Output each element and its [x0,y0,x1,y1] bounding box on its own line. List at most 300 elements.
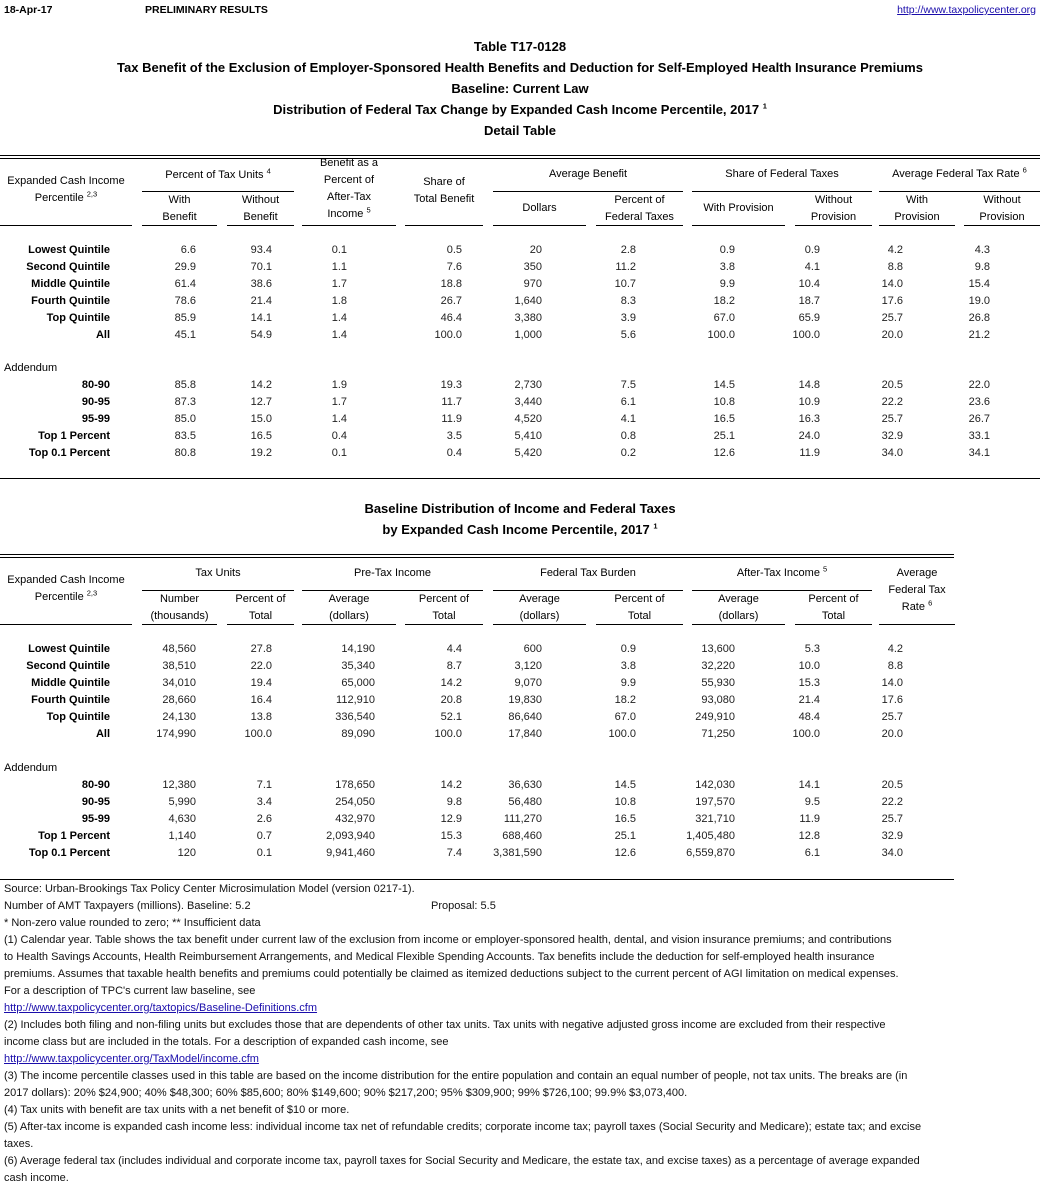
addendum-row-cell: 0.8 [620,430,636,442]
addendum-row-cell: 32.9 [881,830,903,842]
col-header-aftertax-income: After-Tax Income $^5$ [736,564,828,579]
col-header-burden-pct-total: Percent of Total [614,593,665,622]
table-row-cell: 35,340 [341,660,375,672]
table-row-cell: 21.4 [250,295,272,307]
addendum-row-cell: 5,990 [168,796,196,808]
table-row-cell: 54.9 [250,329,272,341]
row-label: Top Quintile [46,312,110,324]
footnotes [4,881,1034,1187]
col-header-pct-federal-taxes: Percent of Federal Taxes [605,194,674,223]
footnote-1-cont: For a description of TPC's current law baseline, see [4,985,256,997]
addendum-row-cell: 254,050 [335,796,375,808]
table-row-cell: 14.2 [440,677,462,689]
header-rule [142,624,217,625]
table-row-cell: 26.8 [968,312,990,324]
table-id: Table T17-0128 [473,39,567,54]
footnote-1-cont: premiums. Assumes that taxable health benefits and premiums could potentially be claimed as itemized deductions subject to the current percent of AGI limitation on medical expenses. [4,968,899,980]
footnote-1-cont: to Health Savings Accounts, Health Reimbursement Arrangements, and Medical Flexible Spending Accounts. Tax benefits include the deduction for self-employed health insurance [4,951,875,963]
row-label: Top 0.1 Percent [28,447,110,459]
addendum-row-cell: 12.6 [713,447,735,459]
col-header-pretax-income: Pre-Tax Income [353,567,432,579]
legend-note: * Non-zero value rounded to zero; ** Insufficient data [4,917,261,929]
addendum-row-cell: 14.1 [798,779,820,791]
col-header-rate-with-provision: With Provision [894,194,940,223]
addendum-row-cell: 15.3 [440,830,462,842]
table-row-cell: 13.8 [250,711,272,723]
addendum-row-cell: 321,710 [695,813,735,825]
table-row-cell: 100.0 [608,728,636,740]
row-label: Top 0.1 Percent [28,847,110,859]
col-header-burden-average: Average (dollars) [519,593,560,622]
header-rule [596,225,683,226]
status-label: PRELIMINARY RESULTS [145,4,268,16]
table-row-cell: 45.1 [174,329,196,341]
header-rule [692,624,785,625]
table-row-cell: 70.1 [250,261,272,273]
table-top-border [0,554,954,558]
table-row-cell: 29.9 [174,261,196,273]
footnote-1: (1) Calendar year. Table shows the tax benefit under current law of the exclusion from income or employer-sponsored health, dental, and vision insurance premiums; and contributions [4,934,892,946]
row-label: 80-90 [81,779,110,791]
addendum-row-cell: 85.0 [174,413,196,425]
table-row-cell: 0.9 [719,244,735,256]
table-row-cell: 46.4 [440,312,462,324]
addendum-row-cell: 3.4 [256,796,272,808]
addendum-row-cell: 26.7 [968,413,990,425]
table-row-cell: 19.4 [250,677,272,689]
addendum-row-cell: 6,559,870 [686,847,735,859]
table-row-cell: 18.7 [798,295,820,307]
table-row-cell: 0.5 [446,244,462,256]
header-rule [227,624,294,625]
footnote-6: (6) Average federal tax (includes individual and corporate income tax, payroll taxes for Social Security and Medicare, the estate tax, and excise taxes) as a percentage of average expanded [4,1155,920,1167]
addendum-row-cell: 4,630 [168,813,196,825]
baseline-title: Baseline: Current Law [451,81,589,96]
table-row-cell: 19.0 [968,295,990,307]
addendum-row-cell: 32.9 [881,430,903,442]
addendum-row-cell: 9.5 [804,796,820,808]
source-note: Source: Urban-Brookings Tax Policy Center Microsimulation Model (version 0217-1). [4,883,415,895]
col-header-percentile: Expanded Cash Income Percentile $^{2,3}$ [7,574,125,603]
addendum-label: Addendum [4,362,58,374]
header-rule [493,225,586,226]
header-rule [692,225,785,226]
table-row-cell: 78.6 [174,295,196,307]
header-rule [0,624,132,625]
col-header-pretax-pct-total: Percent of Total [418,593,470,622]
footnote-4: (4) Tax units with benefit are tax units with a net benefit of $10 or more. [4,1104,350,1116]
row-label: 80-90 [81,379,110,391]
table-row-cell: 20.8 [440,694,462,706]
addendum-row-cell: 688,460 [502,830,542,842]
addendum-row-cell: 6.1 [804,847,820,859]
table-row-cell: 1,000 [514,329,542,341]
table-row-cell: 1.1 [331,261,347,273]
table-row-cell: 350 [523,261,542,273]
table-row-cell: 112,910 [336,694,375,706]
addendum-row-cell: 3,440 [514,396,542,408]
baseline-title-line1: Baseline Distribution of Income and Federal Taxes [364,501,676,516]
table-row-cell: 86,640 [508,711,542,723]
table-row-cell: 2.8 [620,244,636,256]
addendum-row-cell: 111,270 [503,813,542,825]
addendum-row-cell: 25.1 [614,830,636,842]
header-rule [0,225,132,226]
row-label: Fourth Quintile [31,295,110,307]
table-row-cell: 10.7 [614,278,636,290]
addendum-row-cell: 85.8 [174,379,196,391]
addendum-row-cell: 25.7 [881,813,903,825]
detail-title: Detail Table [483,123,556,138]
table-row-cell: 5.6 [620,329,636,341]
table-row-cell: 18.2 [614,694,636,706]
addendum-row-cell: 0.4 [446,447,462,459]
col-header-avg-tax-rate: Average Federal Tax Rate $^6$ [892,165,1027,180]
table-row-cell: 3.8 [719,261,735,273]
table-row-cell: 174,990 [156,728,196,740]
addendum-row-cell: 120 [177,847,196,859]
table-row-cell: 15.4 [968,278,990,290]
table-row-cell: 38.6 [250,278,272,290]
footnote-5-cont: taxes. [4,1138,34,1150]
addendum-row-cell: 3.5 [446,430,462,442]
header-rule [405,225,483,226]
footnote-ref: 1 [762,101,767,111]
col-header-number: Number (thousands) [150,593,209,622]
table-row-cell: 336,540 [335,711,375,723]
table-row-cell: 93.4 [250,244,272,256]
table-row-cell: 17.6 [881,694,903,706]
addendum-row-cell: 14.5 [713,379,735,391]
header-rule [142,225,217,226]
table-row-cell: 14.0 [881,278,903,290]
addendum-row-cell: 34.0 [881,447,903,459]
addendum-row-cell: 20.5 [881,379,903,391]
addendum-row-cell: 197,570 [695,796,735,808]
distribution-title-text: Distribution of Federal Tax Change by Expanded Cash Income Percentile, 2017 [273,102,760,117]
addendum-row-cell: 2,093,940 [326,830,375,842]
header-text: Expanded Cash Income [7,175,125,187]
page-title-block [0,36,1040,141]
table-row-cell: 4.1 [804,261,820,273]
col-header-with-provision: With Provision [703,202,774,214]
table-row-cell: 38,510 [162,660,196,672]
addendum-row-cell: 7.5 [620,379,636,391]
row-label: Fourth Quintile [31,694,110,706]
table-row-cell: 600 [523,643,542,655]
footnote-2: (2) Includes both filing and non-filing units but excludes those that are dependents of other tax units. Tax units with negative adjusted gross income are excluded from their respective [4,1019,886,1031]
addendum-row-cell: 15.0 [250,413,272,425]
col-header-avg-fed-tax-rate: Average Federal Tax Rate $^6$ [888,567,946,613]
col-header-aftertax-average: Average (dollars) [718,593,759,622]
row-label: 90-95 [81,396,110,408]
table-row-cell: 100.0 [792,728,820,740]
table-row-cell: 21.2 [968,329,990,341]
amt-note: Number of AMT Taxpayers (millions). Baseline: 5.2 Proposal: 5.5 [4,900,496,912]
addendum-row-cell: 0.1 [256,847,272,859]
addendum-row-cell: 10.8 [713,396,735,408]
addendum-row-cell: 19.3 [440,379,462,391]
addendum-row-cell: 12.8 [798,830,820,842]
table-row-cell: 18.2 [713,295,735,307]
table-row-cell: 100.0 [434,728,462,740]
col-header-dollars: Dollars [522,202,557,214]
addendum-row-cell: 7.4 [446,847,462,859]
table-row-cell: 3.8 [620,660,636,672]
table-row-cell: 85.9 [174,312,196,324]
table-row-cell: 8.7 [446,660,462,672]
addendum-row-cell: 12,380 [162,779,196,791]
row-label: Middle Quintile [31,677,110,689]
table-row-cell: 48,560 [162,643,196,655]
addendum-row-cell: 80.8 [174,447,196,459]
header-rule [493,624,586,625]
table-row-cell: 26.7 [440,295,462,307]
table-row-cell: 67.0 [713,312,735,324]
addendum-row-cell: 11.9 [799,447,820,459]
addendum-row-cell: 14.2 [440,779,462,791]
addendum-row-cell: 5,410 [514,430,542,442]
table-row-cell: 8.8 [887,261,903,273]
addendum-row-cell: 16.5 [614,813,636,825]
table-row-cell: 25.7 [881,711,903,723]
addendum-row-cell: 6.1 [620,396,636,408]
header-rule [795,624,872,625]
row-label: Middle Quintile [31,278,110,290]
table-row-cell: 89,090 [341,728,375,740]
table-row-cell: 9.8 [974,261,990,273]
top-bar [0,4,1040,18]
addendum-row-cell: 0.1 [331,447,347,459]
table-row-cell: 100.0 [707,329,735,341]
row-label: 90-95 [81,796,110,808]
income-definition-link[interactable]: http://www.taxpolicycenter.org/TaxModel/income.cfm [4,1053,259,1065]
baseline-table-title [0,498,1040,540]
table-top-border [0,155,1040,159]
table-bottom-border [0,879,954,880]
col-header-aftertax-pct-total: Percent of Total [808,593,859,622]
table-row-cell: 970 [523,278,542,290]
table-row-cell: 19,830 [508,694,542,706]
footnote-5: (5) After-tax income is expanded cash income less: individual income tax net of refundable credits; corporate income tax; payroll taxes (Social Security and Medicare); estate tax; and excise [4,1121,922,1133]
addendum-row-cell: 5,420 [514,447,542,459]
table-row-cell: 10.4 [798,278,820,290]
addendum-row-cell: 11.9 [441,413,462,425]
baseline-definitions-link[interactable]: http://www.taxpolicycenter.org/taxtopics/Baseline-Definitions.cfm [4,1002,318,1014]
addendum-row-cell: 4,520 [514,413,542,425]
addendum-row-cell: 34.0 [881,847,903,859]
table-row-cell: 25.7 [881,312,903,324]
table-row-cell: 52.1 [440,711,462,723]
addendum-row-cell: 11.9 [799,813,820,825]
footnote-6-cont: cash income. [4,1172,69,1184]
table-row-cell: 14.0 [881,677,903,689]
addendum-row-cell: 12.6 [614,847,636,859]
row-label: 95-99 [81,813,110,825]
row-label: Lowest Quintile [28,643,110,655]
addendum-row-cell: 0.7 [256,830,272,842]
table-row-cell: 16.4 [250,694,272,706]
col-header-with-benefit: With Benefit [162,194,197,223]
col-header-benefit-pct-aftertax: Benefit as a Percent of After-Tax Income $^5$ [319,157,379,220]
addendum-row-cell: 1.9 [331,379,347,391]
table-row-cell: 93,080 [701,694,735,706]
addendum-row-cell: 432,970 [335,813,375,825]
col-header-without-benefit: Without Benefit [241,194,280,223]
col-header-share-total-benefit: Share of Total Benefit [413,176,475,205]
table-row-cell: 6.6 [180,244,196,256]
table-row-cell: 10.0 [798,660,820,672]
row-label: Lowest Quintile [28,244,110,256]
baseline-title-line2: by Expanded Cash Income Percentile, 2017 $^1$ [382,521,658,537]
table-row-cell: 22.0 [250,660,272,672]
table-row-cell: 32,220 [701,660,735,672]
table-row-cell: 100.0 [792,329,820,341]
table-row-cell: 0.9 [620,643,636,655]
row-label: Top 1 Percent [38,830,110,842]
row-label: All [95,728,110,740]
row-label: Top Quintile [46,711,110,723]
table-row-cell: 20.0 [881,728,903,740]
table-row-cell: 17,840 [508,728,542,740]
table-row-cell: 1,640 [514,295,542,307]
addendum-row-cell: 9,941,460 [326,847,375,859]
table-row-cell: 9,070 [514,677,542,689]
table-row-cell: 20.0 [881,329,903,341]
col-header-without-provision: Without Provision [810,194,857,223]
table-row-cell: 1.8 [331,295,347,307]
addendum-row-cell: 14.5 [614,779,636,791]
col-header-percentile [0,173,132,207]
addendum-row-cell: 20.5 [881,779,903,791]
addendum-row-cell: 83.5 [174,430,196,442]
table-row-cell: 67.0 [614,711,636,723]
table-row-cell: 21.4 [798,694,820,706]
addendum-row-cell: 16.5 [713,413,735,425]
table-row-cell: 100.0 [244,728,272,740]
addendum-row-cell: 25.7 [881,413,903,425]
table-row-cell: 15.3 [798,677,820,689]
table-row-cell: 3,120 [514,660,542,672]
addendum-row-cell: 1.7 [331,396,347,408]
table-row-cell: 48.4 [798,711,820,723]
table-title: Tax Benefit of the Exclusion of Employer-Sponsored Health Benefits and Deduction for Self-Employed Health Insurance Premiums [117,60,923,75]
table-row-cell: 100.0 [434,329,462,341]
row-label: 95-99 [81,413,110,425]
table-row-cell: 9.9 [719,278,735,290]
col-header-rate-without-provision: Without Provision [979,194,1025,223]
table-row-cell: 65.9 [798,312,820,324]
addendum-row-cell: 3,381,590 [493,847,542,859]
table-row-cell: 8.8 [887,660,903,672]
table-row-cell: 14,190 [341,643,375,655]
header-rule [795,225,872,226]
addendum-row-cell: 87.3 [174,396,196,408]
addendum-row-cell: 25.1 [713,430,735,442]
footnote-3: (3) The income percentile classes used in this table are based on the income distribution for the entire population and contain an equal number of people, not tax units. The breaks are (in [4,1070,908,1082]
header-rule [227,225,294,226]
addendum-row-cell: 19.2 [250,447,272,459]
addendum-row-cell: 1.4 [331,413,347,425]
addendum-row-cell: 10.9 [798,396,820,408]
table-row-cell: 27.8 [250,643,272,655]
row-label: Top 1 Percent [38,430,110,442]
addendum-row-cell: 22.2 [881,796,903,808]
table-row-cell: 4.2 [887,244,903,256]
row-label: Second Quintile [26,261,110,273]
addendum-row-cell: 178,650 [335,779,375,791]
col-header-units-pct-total: Percent of Total [235,593,286,622]
addendum-row-cell: 12.7 [250,396,272,408]
addendum-row-cell: 0.4 [331,430,347,442]
col-header-pretax-average: Average (dollars) [328,593,370,622]
footnote-3-cont: 2017 dollars): 20% $24,900; 40% $48,300; 60% $85,600; 80% $149,600; 90% $217,200; 95% $309,900; 99% $726,100; 99.9% $3,073,400. [4,1087,688,1099]
addendum-row-cell: 14.8 [798,379,820,391]
table-row-cell: 11.2 [615,261,636,273]
footnote-2-cont: income class but are included in the totals. For a description of expanded cash income, see [4,1036,449,1048]
row-label: All [95,329,110,341]
addendum-row-cell: 14.2 [250,379,272,391]
addendum-row-cell: 33.1 [968,430,990,442]
table-row-cell: 13,600 [701,643,735,655]
addendum-row-cell: 10.8 [614,796,636,808]
addendum-label: Addendum [4,762,58,774]
addendum-row-cell: 2.6 [256,813,272,825]
table-row-cell: 1.7 [331,278,347,290]
table-row-cell: 0.1 [331,244,347,256]
col-header-tax-units: Tax Units [195,567,241,579]
table-row-cell: 4.4 [446,643,462,655]
table-row-cell: 249,910 [695,711,735,723]
addendum-row-cell: 22.0 [968,379,990,391]
table-row-cell: 7.6 [446,261,462,273]
row-label: Second Quintile [26,660,110,672]
header-text: Percentile $^{2,3}$ [34,189,98,204]
addendum-row-cell: 2,730 [514,379,542,391]
addendum-row-cell: 16.3 [798,413,820,425]
table-row-cell: 8.3 [620,295,636,307]
table-row-cell: 20 [529,244,542,256]
header-rule [879,624,955,625]
tpc-link[interactable]: http://www.taxpolicycenter.org [897,4,1036,16]
addendum-row-cell: 36,630 [508,779,542,791]
distribution-title [0,99,1040,120]
addendum-row-cell: 34.1 [968,447,990,459]
table-row-cell: 61.4 [174,278,196,290]
addendum-row-cell: 16.5 [250,430,272,442]
table-row-cell: 1.4 [331,329,347,341]
col-header-pct-tax-units: Percent of Tax Units $^4$ [165,166,271,181]
table-row-cell: 28,660 [162,694,196,706]
addendum-row-cell: 1,140 [168,830,196,842]
table-row-cell: 17.6 [881,295,903,307]
table-row-cell: 3,380 [514,312,542,324]
addendum-row-cell: 56,480 [508,796,542,808]
table-row-cell: 4.2 [887,643,903,655]
table-row-cell: 0.9 [804,244,820,256]
addendum-row-cell: 24.0 [798,430,820,442]
addendum-row-cell: 9.8 [446,796,462,808]
table-row-cell: 1.4 [331,312,347,324]
table-row-cell: 5.3 [804,643,820,655]
header-rule [302,225,396,226]
addendum-row-cell: 1,405,480 [686,830,735,842]
header-rule [405,624,483,625]
addendum-row-cell: 7.1 [256,779,272,791]
table-row-cell: 55,930 [701,677,735,689]
addendum-row-cell: 142,030 [695,779,735,791]
table-row-cell: 14.1 [250,312,272,324]
